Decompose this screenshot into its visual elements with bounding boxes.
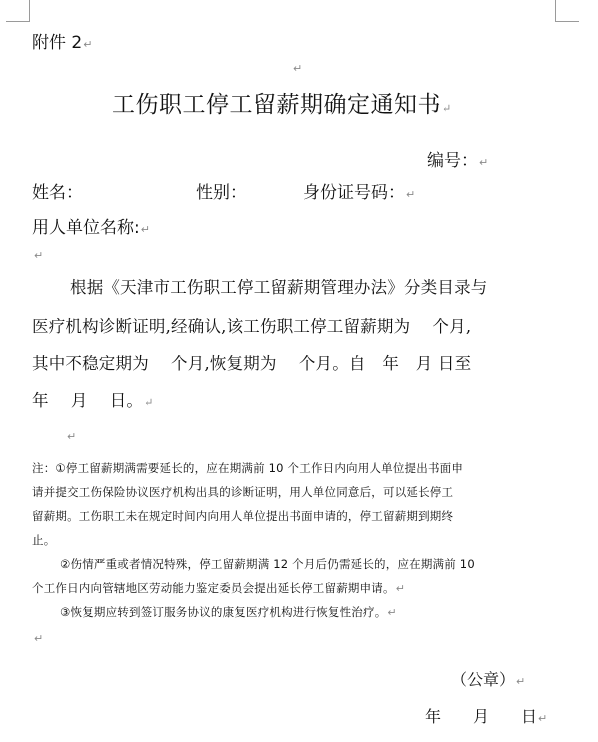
body-line: 根据《天津市工伤职工停工留薪期管理办法》分类目录与 [70, 278, 488, 297]
empty-paragraph-mark: ↵ [34, 249, 44, 262]
signature-date: 年 月 日↵ [425, 707, 548, 726]
official-seal-label: （公章）↵ [451, 670, 526, 689]
document-number-label: 编号：↵ [427, 151, 489, 171]
employer-name-label: 用人单位名称:↵ [32, 218, 150, 238]
body-line: 年 月 日。↵ [32, 391, 154, 410]
crop-mark-top-right-horizontal [555, 21, 579, 22]
attachment-label: 附件 2↵ [32, 33, 93, 53]
note-line: 个工作日内向管辖地区劳动能力鉴定委员会提出延长停工留薪期申请。↵ [32, 581, 406, 595]
empty-paragraph-mark: ↵ [34, 632, 44, 645]
note-line: 注：①停工留薪期满需要延长的，应在期满前 10 个工作日内向用人单位提出书面申 [32, 461, 464, 475]
note-line: 止。 [32, 533, 56, 547]
note-line: 留薪期。工伤职工未在规定时间内向用人单位提出书面申请的，停工留薪期到期终 [32, 509, 454, 523]
crop-mark-top-left-horizontal [6, 21, 30, 22]
crop-mark-top-right-vertical [555, 0, 556, 22]
gender-field-label: 性别： [196, 183, 247, 203]
crop-mark-top-left-vertical [29, 0, 30, 22]
note-line: ②伤情严重或者情况特殊，停工留薪期满 12 个月后仍需延长的，应在期满前 10 [60, 557, 475, 571]
empty-paragraph-mark: ↵ [293, 62, 303, 75]
document-title: 工伤职工停工留薪期确定通知书↵ [112, 92, 452, 118]
id-number-field-label: 身份证号码：↵ [303, 183, 416, 203]
empty-paragraph-mark: ↵ [67, 430, 77, 443]
body-line: 医疗机构诊断证明,经确认,该工伤职工停工留薪期为 个月, [32, 317, 472, 336]
name-field-label: 姓名： [32, 183, 83, 203]
body-line: 其中不稳定期为 个月,恢复期为 个月。自 年 月 日至 [32, 354, 472, 373]
note-line: ③恢复期应转到签订服务协议的康复医疗机构进行恢复性治疗。↵ [60, 605, 397, 619]
note-line: 请并提交工伤保险协议医疗机构出具的诊断证明，用人单位同意后，可以延长停工 [32, 485, 454, 499]
